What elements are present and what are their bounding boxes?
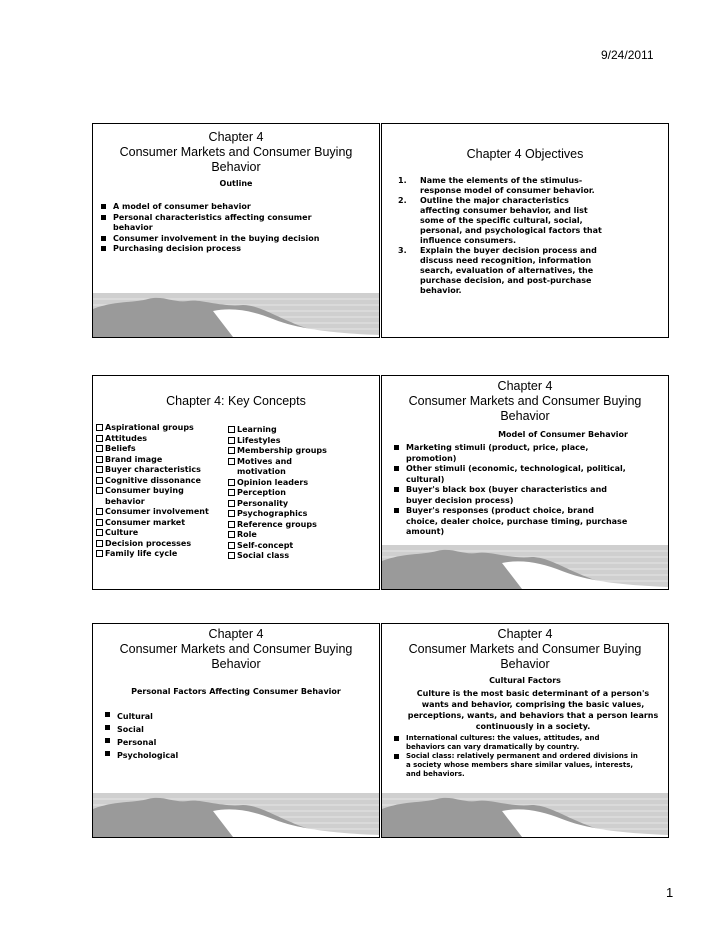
list-item: Psychographics <box>227 509 327 520</box>
outline-list <box>97 202 339 255</box>
list-item: Culture <box>95 528 225 539</box>
list-item: Social class <box>227 551 327 562</box>
list-item: Buyer characteristics <box>95 465 225 476</box>
wave-decoration <box>93 793 379 837</box>
slide-subtitle: Personal Factors Affecting Consumer Behavior <box>131 687 341 696</box>
wave-decoration <box>382 793 668 837</box>
list-item: Attitudes <box>95 434 225 445</box>
list-item: International cultures: the values, attitudes, and behaviors can vary dramatically by country. <box>390 734 638 752</box>
wave-decoration <box>382 545 668 589</box>
slide-objectives <box>381 123 669 338</box>
list-item: Social class: relatively permanent and ordered divisions in a society whose members share similar values, interests, and behaviors. <box>390 752 638 779</box>
item-number: 2. <box>398 196 407 205</box>
slide-title: Chapter 4 Consumer Markets and Consumer Buying Behavior <box>119 627 353 671</box>
list-item: Cognitive dissonance <box>95 476 225 487</box>
cultural-paragraph: Culture is the most basic determinant of a person's wants and behavior, comprising the basic values, perceptions, wants, and behaviors that a person learns continuously in a society. <box>407 689 659 731</box>
list-item: Beliefs <box>95 444 225 455</box>
list-item: Social <box>101 723 339 736</box>
item-text: Outline the major characteristics affecting consumer behavior, and list some of the specific cultural, social, personal, and psychological factors that influence consumers. <box>420 196 602 245</box>
slide-title: Chapter 4: Key Concepts <box>166 394 306 408</box>
list-item: Reference groups <box>227 520 327 531</box>
slide-title: Chapter 4 Objectives <box>466 147 584 161</box>
slide-cultural-factors <box>381 623 669 838</box>
item-text: Name the elements of the stimulus-response model of consumer behavior. <box>420 176 595 195</box>
list-item: Opinion leaders <box>227 478 327 489</box>
concepts-right-list <box>227 425 327 562</box>
concepts-left-list <box>95 423 225 562</box>
list-item: Psychological <box>101 749 339 762</box>
item-number: 1. <box>398 176 407 185</box>
objectives-list <box>398 176 608 296</box>
list-item: Consumer market <box>95 518 225 529</box>
list-item: Family life cycle <box>95 549 225 560</box>
list-item: A model of consumer behavior <box>97 202 339 213</box>
list-item: Other stimuli (economic, technological, political, cultural) <box>390 464 628 485</box>
list-item: Buyer's black box (buyer characteristics and buyer decision process) <box>390 485 628 506</box>
list-item <box>398 176 608 196</box>
page-date: 9/24/2011 <box>601 48 654 62</box>
list-item: Lifestyles <box>227 436 327 447</box>
list-item: Aspirational groups <box>95 423 225 434</box>
list-item: Personal characteristics affecting consumer behavior <box>97 213 339 234</box>
slide-key-concepts <box>92 375 380 590</box>
model-list <box>390 443 628 538</box>
list-item: Membership groups <box>227 446 327 457</box>
list-item: Learning <box>227 425 327 436</box>
slide-subtitle: Outline <box>219 179 253 188</box>
list-item: Consumer involvement <box>95 507 225 518</box>
list-item: Motives and motivation <box>227 457 327 478</box>
list-item: Purchasing decision process <box>97 244 339 255</box>
slide-subtitle: Cultural Factors <box>489 676 561 685</box>
cultural-list <box>390 734 638 779</box>
slide-subtitle: Model of Consumer Behavior <box>498 430 628 439</box>
item-number: 3. <box>398 246 407 255</box>
list-item: Consumer involvement in the buying decision <box>97 234 339 245</box>
page-number: 1 <box>666 885 674 900</box>
concepts-columns <box>93 423 379 562</box>
list-item: Marketing stimuli (product, price, place, promotion) <box>390 443 628 464</box>
list-item: Perception <box>227 488 327 499</box>
list-item: Consumer buying behavior <box>95 486 195 507</box>
wave-decoration <box>93 293 379 337</box>
list-item: Role <box>227 530 327 541</box>
item-text: Explain the buyer decision process and discuss need recognition, information search, evaluation of alternatives, the purchase decision, and post-purchase behavior. <box>420 246 597 295</box>
slide-title: Chapter 4 Consumer Markets and Consumer Buying Behavior <box>408 379 642 423</box>
list-item <box>398 246 608 296</box>
slide-personal-factors <box>92 623 380 838</box>
list-item: Cultural <box>101 710 339 723</box>
slide-title: Chapter 4 Consumer Markets and Consumer Buying Behavior <box>119 130 353 174</box>
personal-list <box>101 710 339 762</box>
list-item <box>398 196 608 246</box>
list-item: Personality <box>227 499 327 510</box>
list-item: Brand image <box>95 455 225 466</box>
slide-model <box>381 375 669 590</box>
slide-title: Chapter 4 Consumer Markets and Consumer Buying Behavior <box>408 627 642 671</box>
list-item: Self-concept <box>227 541 327 552</box>
list-item: Buyer's responses (product choice, brand choice, dealer choice, purchase timing, purchase amount) <box>390 506 628 538</box>
slide-outline <box>92 123 380 338</box>
list-item: Decision processes <box>95 539 225 550</box>
list-item: Personal <box>101 736 339 749</box>
